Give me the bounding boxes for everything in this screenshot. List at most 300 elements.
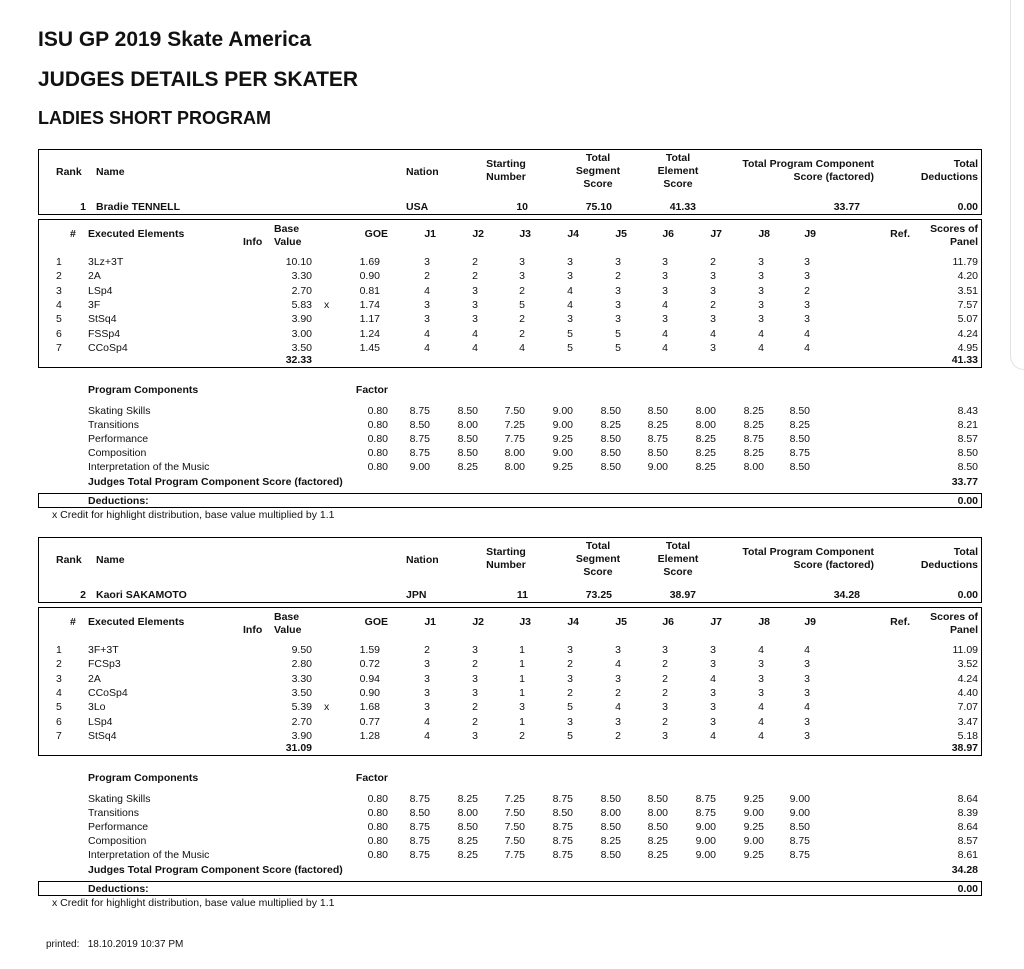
element-goe: 1.24 [359,327,380,340]
element-judge-score: 4 [424,284,430,297]
element-judge-score: 3 [472,644,478,656]
element-judge-score: 4 [758,729,764,742]
component-judge-score: 8.25 [695,447,716,459]
component-judge-score: 9.00 [695,821,716,833]
element-name: 3F+3T [88,644,119,656]
component-judge-score: 8.75 [552,849,573,861]
col-header-scores-of-panel: Scores of [930,223,978,235]
element-info: x [324,298,330,311]
col-header-number: # [70,228,76,240]
element-judge-score: 3 [758,298,764,311]
component-judge-score: 8.50 [457,433,478,445]
element-judge-score: 2 [472,701,478,714]
element-judge-score: 3 [424,298,430,311]
col-header-rank: Rank [56,554,82,566]
element-info: x [324,701,330,714]
element-panel-score: 7.57 [957,298,978,311]
element-name: CCoSp4 [88,341,128,354]
element-goe: 1.69 [359,256,380,268]
element-judge-score: 5 [615,341,621,354]
element-number: 4 [56,686,62,699]
skater-nation: USA [406,201,429,213]
component-judge-score: 9.00 [743,807,764,819]
element-judge-score: 3 [804,298,810,311]
component-judge-score: 8.75 [552,821,573,833]
component-judge-score: 8.75 [409,793,430,805]
element-base-value: 2.80 [291,658,312,671]
element-judge-score: 1 [519,686,525,699]
program-components-heading: Program Components [88,772,199,784]
component-judge-score: 8.75 [409,849,430,861]
col-header-scores-of-panel: Panel [949,236,978,248]
component-judge-score: 8.25 [743,447,764,459]
component-factor: 0.80 [367,447,388,459]
col-header-judge: J5 [615,616,627,628]
element-judge-score: 3 [424,672,430,685]
element-judge-score: 4 [567,284,573,297]
col-header-base-value: Base [274,223,300,235]
element-judge-score: 5 [519,298,525,311]
element-judge-score: 2 [519,313,525,326]
component-name: Skating Skills [88,405,151,417]
element-judge-score: 3 [710,313,716,326]
element-judge-score: 4 [804,327,810,340]
component-judge-score: 8.75 [743,433,764,445]
col-header-nation: Nation [406,554,439,566]
element-judge-score: 3 [424,658,430,671]
col-header-tes: Total [665,152,691,164]
col-header-starting-number: Starting [486,158,526,170]
component-panel-score: 8.57 [957,433,978,445]
page-scroll-edge [1010,0,1024,370]
element-base-value: 9.50 [291,644,312,656]
component-panel-score: 8.43 [957,405,978,417]
element-number: 1 [56,256,62,268]
element-judge-score: 3 [519,270,525,283]
col-header-tes: Element [657,165,699,177]
component-judge-score: 8.75 [695,807,716,819]
pcs-total-label: Judges Total Program Component Score (factored) [88,476,343,488]
component-judge-score: 8.50 [647,793,668,805]
col-header-starting-number: Starting [486,546,526,558]
printed-label: printed: [46,939,80,950]
component-judge-score: 7.50 [504,405,525,417]
element-name: LSp4 [88,715,113,728]
component-judge-score: 8.25 [600,419,621,431]
component-factor: 0.80 [367,433,388,445]
element-judge-score: 3 [758,270,764,283]
col-header-judge: J6 [662,616,674,628]
element-judge-score: 4 [710,327,716,340]
component-judge-score: 9.00 [552,405,573,417]
component-name: Interpretation of the Music [88,461,210,473]
component-judge-score: 9.00 [409,461,430,473]
element-judge-score: 5 [567,327,573,340]
col-header-pcs: Total Program Component [742,158,874,170]
component-judge-score: 8.00 [743,461,764,473]
element-judge-score: 3 [758,686,764,699]
component-judge-score: 8.75 [789,849,810,861]
element-judge-score: 4 [424,341,430,354]
element-name: 3F [88,298,101,311]
col-header-tes: Score [663,566,693,578]
element-name: 3Lo [88,701,106,714]
component-judge-score: 8.25 [457,835,478,847]
component-judge-score: 8.50 [600,821,621,833]
component-judge-score: 9.25 [743,849,764,861]
element-judge-score: 3 [567,715,573,728]
deductions-box [38,881,982,896]
component-judge-score: 7.50 [504,835,525,847]
skater-sheet [38,536,982,909]
col-header-judge: J1 [424,616,436,628]
skater-pcs: 34.28 [833,589,860,601]
element-name: LSp4 [88,284,113,297]
element-number: 7 [56,341,62,354]
col-header-tss: Score [583,178,613,190]
element-judge-score: 4 [519,341,525,354]
element-number: 2 [56,270,62,283]
element-judge-score: 5 [615,327,621,340]
component-judge-score: 7.25 [504,793,525,805]
component-panel-score: 8.57 [957,835,978,847]
col-header-judge: J1 [424,228,436,240]
col-header-base-value: Value [274,624,302,636]
element-number: 5 [56,313,62,326]
component-judge-score: 7.50 [504,821,525,833]
element-judge-score: 3 [804,313,810,326]
element-number: 3 [56,284,62,297]
segment-title: LADIES SHORT PROGRAM [38,108,272,128]
component-judge-score: 8.50 [789,821,810,833]
component-name: Composition [88,835,147,847]
element-judge-score: 2 [519,284,525,297]
col-header-info: Info [243,624,263,636]
component-judge-score: 8.50 [457,821,478,833]
element-panel-score: 4.20 [957,270,978,283]
element-panel-score: 7.07 [957,701,978,714]
element-number: 4 [56,298,62,311]
col-header-judge: J4 [567,616,579,628]
deductions-value: 0.00 [957,883,978,895]
col-header-judge: J5 [615,228,627,240]
element-number: 1 [56,644,62,656]
component-judge-score: 9.00 [695,835,716,847]
skater-name: Kaori SAKAMOTO [96,589,187,601]
element-judge-score: 3 [710,284,716,297]
element-judge-score: 3 [472,284,478,297]
element-judge-score: 3 [710,701,716,714]
component-judge-score: 8.25 [789,419,810,431]
element-judge-score: 3 [758,284,764,297]
skater-rank: 1 [80,201,86,213]
element-base-value: 10.10 [285,256,312,268]
element-judge-score: 4 [804,644,810,656]
component-judge-score: 9.00 [695,849,716,861]
element-judge-score: 1 [519,715,525,728]
element-judge-score: 4 [710,672,716,685]
element-judge-score: 3 [567,672,573,685]
deductions-value: 0.00 [957,495,978,507]
element-judge-score: 1 [519,672,525,685]
element-judge-score: 4 [710,729,716,742]
component-judge-score: 7.75 [504,433,525,445]
element-judge-score: 2 [567,658,573,671]
col-header-ref: Ref. [890,228,910,240]
element-judge-score: 5 [567,701,573,714]
element-panel-score: 5.07 [957,313,978,326]
component-judge-score: 9.00 [647,461,668,473]
element-judge-score: 2 [710,298,716,311]
element-judge-score: 4 [662,327,668,340]
element-judge-score: 3 [758,672,764,685]
element-name: FSSp4 [88,327,121,340]
col-header-tss: Segment [575,165,621,177]
element-number: 6 [56,327,62,340]
element-judge-score: 3 [710,658,716,671]
element-judge-score: 2 [519,327,525,340]
element-judge-score: 3 [472,672,478,685]
element-judge-score: 3 [615,715,621,728]
element-judge-score: 2 [710,256,716,268]
element-judge-score: 3 [710,686,716,699]
component-judge-score: 8.00 [600,807,621,819]
element-number: 3 [56,672,62,685]
element-judge-score: 3 [615,313,621,326]
col-header-judge: J2 [472,228,484,240]
element-judge-score: 3 [567,644,573,656]
col-header-number: # [70,616,76,628]
component-judge-score: 8.25 [457,793,478,805]
component-judge-score: 8.25 [647,835,668,847]
element-number: 6 [56,715,62,728]
component-judge-score: 9.25 [552,433,573,445]
component-judge-score: 9.00 [552,419,573,431]
element-judge-score: 3 [662,313,668,326]
component-judge-score: 7.25 [504,419,525,431]
element-judge-score: 3 [519,701,525,714]
element-base-value: 3.90 [291,729,312,742]
component-factor: 0.80 [367,405,388,417]
component-judge-score: 8.25 [457,849,478,861]
col-header-judge: J3 [519,228,531,240]
col-header-goe: GOE [364,228,388,240]
col-header-starting-number: Number [486,171,526,183]
deductions-label: Deductions: [88,495,149,507]
col-header-base-value: Base [274,611,300,623]
component-judge-score: 7.50 [504,807,525,819]
component-judge-score: 8.00 [695,405,716,417]
col-header-factor: Factor [355,772,388,784]
element-goe: 0.94 [359,672,380,685]
component-judge-score: 8.75 [695,793,716,805]
component-judge-score: 8.75 [409,405,430,417]
element-judge-score: 4 [758,327,764,340]
component-factor: 0.80 [367,835,388,847]
skater-sheet [38,148,982,521]
component-judge-score: 8.50 [789,433,810,445]
skater-deductions: 0.00 [957,201,978,213]
col-header-judge: J7 [710,228,722,240]
element-number: 5 [56,701,62,714]
skater-rank: 2 [80,589,86,601]
element-judge-score: 3 [804,672,810,685]
element-judge-score: 3 [710,270,716,283]
component-judge-score: 8.50 [647,447,668,459]
skater-pcs: 33.77 [833,201,860,213]
component-judge-score: 8.25 [743,405,764,417]
element-judge-score: 3 [662,701,668,714]
component-judge-score: 8.75 [409,447,430,459]
col-header-tes: Total [665,540,691,552]
component-name: Performance [88,821,149,833]
col-header-rank: Rank [56,166,82,178]
component-judge-score: 8.75 [552,793,573,805]
element-panel-score: 4.40 [957,686,978,699]
element-judge-score: 3 [804,658,810,671]
component-panel-score: 8.50 [957,461,978,473]
element-judge-score: 2 [472,270,478,283]
element-judge-score: 3 [615,284,621,297]
element-goe: 0.77 [359,715,380,728]
element-name: 3Lz+3T [88,256,124,268]
col-header-tss: Total [585,540,611,552]
col-header-pcs: Score (factored) [793,559,874,571]
component-panel-score: 8.21 [957,419,978,431]
component-name: Performance [88,433,149,445]
component-factor: 0.80 [367,849,388,861]
element-number: 7 [56,729,62,742]
component-judge-score: 9.00 [552,447,573,459]
col-header-judge: J6 [662,228,674,240]
element-base-value: 3.90 [291,313,312,326]
skater-tes: 38.97 [669,589,696,601]
printed-timestamp [46,939,183,950]
element-judge-score: 4 [758,715,764,728]
element-goe: 1.45 [359,341,380,354]
component-judge-score: 8.75 [409,433,430,445]
component-judge-score: 8.00 [695,419,716,431]
component-judge-score: 8.50 [457,447,478,459]
element-judge-score: 3 [662,284,668,297]
element-judge-score: 2 [472,256,478,268]
element-panel-score: 4.24 [957,672,978,685]
component-panel-score: 8.61 [957,849,978,861]
base-value-total: 32.33 [285,354,312,366]
component-panel-score: 8.39 [957,807,978,819]
element-judge-score: 4 [804,341,810,354]
component-judge-score: 8.00 [504,461,525,473]
component-judge-score: 8.50 [789,461,810,473]
skater-name: Bradie TENNELL [96,201,181,213]
col-header-judge: J8 [758,616,770,628]
element-judge-score: 3 [472,298,478,311]
col-header-tss: Score [583,566,613,578]
col-header-judge: J7 [710,616,722,628]
element-score-total: 38.97 [951,742,978,754]
col-header-scores-of-panel: Scores of [930,611,978,623]
element-number: 2 [56,658,62,671]
component-judge-score: 8.50 [409,807,430,819]
element-name: 2A [88,270,101,283]
event-title: ISU GP 2019 Skate America [38,28,312,51]
component-name: Composition [88,447,147,459]
element-judge-score: 3 [662,270,668,283]
component-name: Skating Skills [88,793,151,805]
col-header-info: Info [243,236,263,248]
element-goe: 1.59 [359,644,380,656]
col-header-judge: J2 [472,616,484,628]
element-judge-score: 2 [424,270,430,283]
col-header-factor: Factor [355,384,388,396]
element-judge-score: 4 [567,298,573,311]
col-header-base-value: Value [274,236,302,248]
col-header-judge: J8 [758,228,770,240]
element-score-total: 41.33 [951,354,978,366]
element-judge-score: 5 [567,341,573,354]
col-header-deductions: Total [953,546,978,558]
component-judge-score: 8.25 [743,419,764,431]
col-header-executed-elements: Executed Elements [88,228,185,240]
element-judge-score: 3 [758,256,764,268]
component-judge-score: 8.00 [457,807,478,819]
component-judge-score: 9.00 [743,835,764,847]
element-judge-score: 2 [804,284,810,297]
element-judge-score: 3 [662,729,668,742]
component-judge-score: 8.75 [552,835,573,847]
element-judge-score: 4 [424,327,430,340]
element-judge-score: 3 [710,644,716,656]
col-header-starting-number: Number [486,559,526,571]
component-judge-score: 8.50 [600,447,621,459]
col-header-judge: J9 [804,616,816,628]
element-judge-score: 2 [615,686,621,699]
component-factor: 0.80 [367,793,388,805]
element-base-value: 2.70 [291,284,312,297]
pcs-total-label: Judges Total Program Component Score (factored) [88,864,343,876]
skater-nation: JPN [406,589,427,601]
footnote: x Credit for highlight distribution, base value multiplied by 1.1 [52,509,335,521]
col-header-deductions: Deductions [920,559,978,571]
element-judge-score: 3 [662,644,668,656]
element-panel-score: 11.79 [952,256,978,268]
col-header-ref: Ref. [890,616,910,628]
component-judge-score: 8.50 [600,405,621,417]
component-judge-score: 8.75 [409,835,430,847]
element-goe: 0.72 [359,658,380,671]
element-judge-score: 4 [758,701,764,714]
element-name: StSq4 [88,313,117,326]
element-judge-score: 3 [758,658,764,671]
element-judge-score: 3 [804,729,810,742]
element-judge-score: 3 [472,686,478,699]
component-judge-score: 8.25 [647,849,668,861]
report-title: JUDGES DETAILS PER SKATER [38,68,359,91]
component-judge-score: 9.25 [743,821,764,833]
component-judge-score: 8.25 [600,835,621,847]
skater-starting-number: 11 [516,589,528,601]
element-base-value: 3.30 [291,270,312,283]
footnote: x Credit for highlight distribution, base value multiplied by 1.1 [52,897,335,909]
component-panel-score: 8.64 [957,821,978,833]
element-name: StSq4 [88,729,117,742]
element-goe: 0.90 [359,270,380,283]
skater-starting-number: 10 [516,201,528,213]
component-judge-score: 8.25 [647,419,668,431]
element-goe: 1.74 [359,298,380,311]
col-header-nation: Nation [406,166,439,178]
element-panel-score: 3.52 [957,658,978,671]
